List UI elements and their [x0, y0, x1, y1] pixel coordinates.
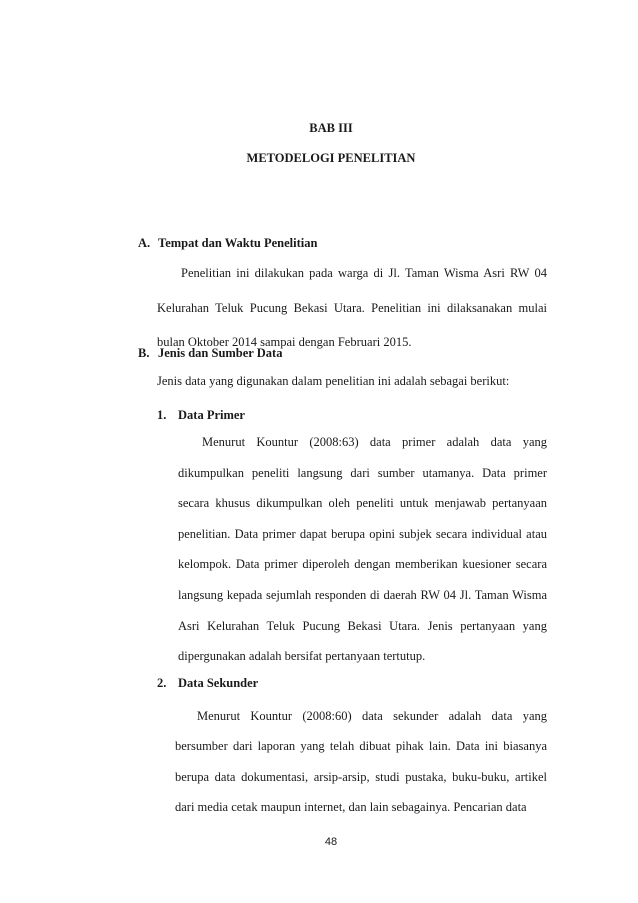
item-2-paragraph: Menurut Kountur (2008:60) data sekunder adalah data yang bersumber dari laporan yang telah dibuat pihak lain. Data ini biasanya berupa data dokumentasi, arsip-arsip, studi pustaka, buku-buku, artikel dari media cetak maupun internet, dan lain sebagainya. Pencarian data [175, 709, 547, 814]
chapter-title: BAB III [309, 121, 353, 135]
item-1-paragraph: Menurut Kountur (2008:63) data primer adalah data yang dikumpulkan peneliti langsung dari sumber utamanya. Data primer secara khusus dikumpulkan oleh peneliti untuk menjawab pertanyaan penelitian. Data primer dapat berupa opini subjek secara individual atau kelompok. Data primer diperoleh dengan memberikan kuesioner secara langsung kepada sejumlah responden di daerah RW 04 Jl. Taman Wisma Asri Kelurahan Teluk Pucung Bekasi Utara. Jenis pertanyaan yang dipergunakan adalah bersifat pertanyaan tertutup. [178, 435, 547, 664]
item-1-heading [157, 408, 245, 423]
section-b-title: Jenis dan Sumber Data [158, 346, 283, 360]
item-1-marker: 1. [157, 408, 167, 422]
section-b-heading [138, 346, 282, 361]
section-a-heading [138, 236, 317, 251]
item-2-heading [157, 676, 258, 691]
section-a-paragraph: Penelitian ini dilakukan pada warga di Jl. Taman Wisma Asri RW 04 Kelurahan Teluk Pucung Bekasi Utara. Penelitian ini dilaksanakan mulai bulan Oktober 2014 sampai dengan Februari 2015. [157, 266, 547, 349]
section-a-title: Tempat dan Waktu Penelitian [158, 236, 318, 250]
chapter-subtitle: METODELOGI PENELITIAN [246, 151, 416, 165]
item-1-title: Data Primer [178, 408, 245, 422]
section-b-intro: Jenis data yang digunakan dalam penelitian ini adalah sebagai berikut: [157, 374, 510, 388]
page-number: 48 [324, 836, 338, 848]
section-b-marker: B. [138, 346, 150, 360]
item-2-title: Data Sekunder [178, 676, 259, 690]
section-a-marker: A. [138, 236, 151, 250]
item-2-marker: 2. [157, 676, 167, 690]
